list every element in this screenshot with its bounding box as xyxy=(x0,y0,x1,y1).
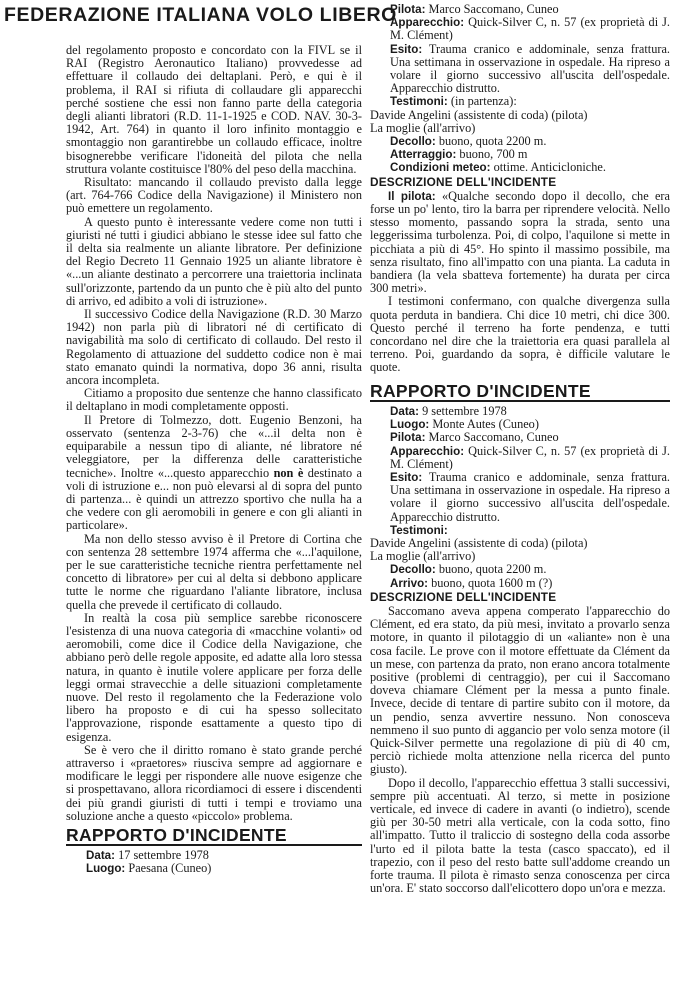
field-value: Marco Saccomano, Cuneo xyxy=(428,430,559,445)
field-value: Paesana (Cuneo) xyxy=(128,861,212,876)
field-key: Apparecchio: xyxy=(390,16,465,30)
paragraph xyxy=(370,190,670,296)
witness: Davide Angelini (assistente di coda) (pilota) xyxy=(370,107,588,122)
field-key: Data: xyxy=(86,849,115,863)
field-line xyxy=(370,161,670,174)
field-line xyxy=(370,43,670,96)
field-key: Testimoni: xyxy=(390,95,448,109)
field-value: Monte Autes (Cuneo) xyxy=(432,417,539,432)
report-heading: RAPPORTO D'INCIDENTE xyxy=(66,829,362,846)
field-key: Arrivo: xyxy=(390,576,429,590)
field-value: buono, quota 2200 m. xyxy=(438,134,547,149)
field-value: Marco Saccomano, Cuneo xyxy=(428,2,559,16)
paragraph: del regolamento proposto e concordato con la FIVL se il RAI (Registro Aeronautico Italiano) provvedesse ad effettuare il collaudo dei deltaplani. Però, e qui è il problema, il RAI si rifiuta di collaudare gli apparecchi perché sostiene che essi non fanno parte della categoria degli alianti libratori (R.D. 11-1-1925 e COD. NAV. 30-3-1942, Art. 764) in quanto il loro infinito montaggio e smontaggio non garantirebbe un collaudo efficace, inoltre bisognerebbe verificare l'idoneità del pilota che nella struttura volante costituisce l'80% del peso della macchina. xyxy=(66,43,362,176)
field-key: Testimoni: xyxy=(390,523,448,537)
section-heading: DESCRIZIONE DELL'INCIDENTE xyxy=(370,589,557,604)
field-key: Decollo: xyxy=(390,135,436,149)
field-value: buono, quota 1600 m (?) xyxy=(431,575,553,590)
field-line xyxy=(370,95,670,108)
field-key: Luogo: xyxy=(390,418,430,432)
field-value: buono, 700 m xyxy=(459,147,528,162)
field-line xyxy=(370,16,670,42)
field-key: Esito: xyxy=(390,42,423,56)
paragraph: Citiamo a proposito due sentenze che hanno classificato il deltaplano in modi completamente opposti. xyxy=(66,386,362,414)
paragraph: I testimoni confermano, con qualche divergenza sulla quota perduta in bandiera. Chi dice 10 metri, chi dice 300. Questo perché il terreno ha forte pendenza, e tutti concordano nel dire che la traiettoria era quasi parallela al terreno. Poi, guardando da sopra, è difficile valutare le quote. xyxy=(370,294,670,375)
field-value: Quick-Silver C, n. 57 (ex proprietà di J. M. Clément) xyxy=(390,443,670,471)
witness: La moglie (all'arrivo) xyxy=(370,120,476,135)
field-key: Il pilota: xyxy=(388,189,436,203)
report-heading: RAPPORTO D'INCIDENTE xyxy=(370,385,670,402)
field-key: Luogo: xyxy=(86,862,126,876)
emphasis: non è xyxy=(273,465,304,480)
field-value: ottime. Anticicloniche. xyxy=(493,160,606,175)
paragraph: Risultato: mancando il collaudo previsto dalla legge (art. 764-766 Codice della Navigazione) il Ministero non può emettere un regolamento. xyxy=(66,175,362,216)
field-key: Data: xyxy=(390,404,419,418)
right-column xyxy=(370,2,670,896)
field-value: Quick-Silver C, n. 57 (ex proprietà di J. M. Clément) xyxy=(390,15,670,43)
text-run: «Qualche secondo dopo il decollo, che era forse un po' lento, tiro la barra per riprendere velocità. Nello stesso momento, passando sopra la strada, sento una leggerissima turbolenza. Poi, di colpo, l'aquilone si mette in picchiata a più di 45°. Ho spinto il massimo possibile, ma senza risultato, fino all'impatto con una pianta. La caduta in bandiera (la vela sbatteva fortemente) ha durata per circa 300 metri». xyxy=(370,188,670,296)
section-heading: DESCRIZIONE DELL'INCIDENTE xyxy=(370,174,557,189)
field-value: 9 settembre 1978 xyxy=(422,403,507,418)
field-key: Decollo: xyxy=(390,563,436,577)
paragraph xyxy=(66,414,362,533)
paragraph: Il successivo Codice della Navigazione (R.D. 30 Marzo 1942) non parla più di libratori né di certificato di navigabilità ma solo di certificato di collaudo. Del resto il Regolamento di attuazione del suddetto codice non è mai stato emanato quindi la normativa, dopo 36 anni, risulta ancora incompleta. xyxy=(66,307,362,388)
field-line xyxy=(66,862,362,875)
field-line xyxy=(370,524,670,537)
field-value: Trauma cranico e addominale, senza frattura. Una settimana in osservazione in ospedale. Ha ripreso a volare il giorno successivo all'uscita dell'ospedale. Apparecchio distrutto. xyxy=(390,41,670,96)
paragraph: Saccomano aveva appena comperato l'apparecchio do Clément, ed era stato, da più mesi, invitato a provarlo senza motore, in quanto il pilotaggio di un «aliante» non è una cosa facile. Le prove con il motore effettuate da Clément da un mese, con partenza da prato, non erano ancora totalmente positive (problemi di centraggio), per cui il Saccomano doveva chiamare Clément per la messa a punto finale. Invece, decide di tentare di partire subito con il motore, da un pendio, senza avvertire nessuno. Non conosceva nemmeno il suo punto di aggancio per volo senza motore (il Quick-Silver permette una regolazione di più di 40 cm, perciò richiede molta attenzione nella ricerca del punto giusto). xyxy=(370,603,670,777)
paragraph: A questo punto è interessante vedere come non tutti i giuristi né tutti i giudici abbiano le stesse idee sul fatto che il delta sia realmente un aliante libratore. Per definizione del Regio Decreto 11 Gennaio 1925 un aliante libratore è «...un aliante destinato a percorrere una traiettoria inclinata sull'orizzonte, partendo da un punto che è più alto del punto di arrivo, ed adibito a voli di istruzione». xyxy=(66,214,362,308)
masthead: FEDERAZIONE ITALIANA VOLO LIBERO xyxy=(4,4,397,26)
field-line xyxy=(370,471,670,524)
paragraph: In realtà la cosa più semplice sarebbe riconoscere l'esistenza di una nuova categoria di «macchine volanti» od aeromobili, come dice il Codice della Navigazione, che abbiano però delle regole apposite, ed adatte alla loro stessa natura, in quanto è inutile volere applicare per forza delle leggi ormai stravecchie a delle situazioni completamente nuove. Del resto il regolamento che la Federazione volo libero ha proposto e di cui ha spesso sollecitato l'approvazione, risponde esattamente a questo tipo di esigenza. xyxy=(66,610,362,744)
field-value: (in partenza): xyxy=(450,94,517,109)
field-key: Esito: xyxy=(390,470,423,484)
field-line xyxy=(370,445,670,471)
field-key: Pilota: xyxy=(390,3,426,16)
field-value: buono, quota 2200 m. xyxy=(438,562,547,577)
field-line xyxy=(66,849,362,862)
field-value: Trauma cranico e addominale, senza frattura. Una settimana in osservazione in ospedale. Ha ripreso a volare il giorno successivo all'uscita dell'ospedale. Apparecchio distrutto. xyxy=(390,469,670,524)
paragraph: Se è vero che il diritto romano è stato grande perché attraverso i «praetores» riusciva sempre ad aggiornare e modificare le leggi per rispondere alle nuove esigenze che si prospettavano, allora ricordiamoci di essere i discendenti dei più grandi giuristi di tutti i tempi e troviamo una soluzione anche a questo «piccolo» problema. xyxy=(66,742,362,823)
text-run: destinato a voli di istruzione e... non può elevarsi al di sopra del punto di partenza... è quindi un attrezzo sportivo che nulla ha a che vedere con gli aeromobili in genere e con gli alianti in particolare». xyxy=(66,465,363,533)
witness: La moglie (all'arrivo) xyxy=(370,549,476,564)
left-column xyxy=(66,44,362,876)
field-key: Atterraggio: xyxy=(390,148,457,162)
field-key: Pilota: xyxy=(390,431,426,445)
field-key: Apparecchio: xyxy=(390,444,465,458)
paragraph: Dopo il decollo, l'apparecchio effettua 3 stalli successivi, sempre più accentuati. Al terzo, si mette in posizione verticale, ed invece di cadere in avanti (o indietro), scende giù per 30-50 metri alla verticale, con la coda sotto, fino all'impatto. Tutto il traliccio di sostegno della coda assorbe l'urto ed il pilota batte la testa (casco spaccato), ed il trapezio, con il peso del resto batte sull'addome creando un forte trauma. Il pilota è rimasto senza conoscenza per circa un'ora. E' stato soccorso dall'elicottero dopo un'ora e mezza. xyxy=(370,775,670,896)
field-line xyxy=(370,577,670,590)
field-key: Condizioni meteo: xyxy=(390,161,491,175)
text-run: Il Pretore di Tolmezzo, dott. Eugenio Benzoni, ha osservato (sentenza 2-3-76) che «...il delta non è equiparabile a nessun tipo di aliante, né libratore né veleggiatore, per la differenza delle caratteristiche tecniche». Inoltre «...questo apparecchio xyxy=(66,412,362,480)
field-value: 17 settembre 1978 xyxy=(118,848,209,863)
witness: Davide Angelini (assistente di coda) (pilota) xyxy=(370,535,588,550)
paragraph: Ma non dello stesso avviso è il Pretore di Cortina che con sentenza 28 settembre 1974 afferma che «...l'aquilone, per le sue caratteristiche tecniche rientra perfettamente nel concetto di libratore» per cui al delta si debbono applicare tutte le norme che riguardano l'aliante libratore, inclusa quella che prevede il certificato di collaudo. xyxy=(66,531,362,612)
